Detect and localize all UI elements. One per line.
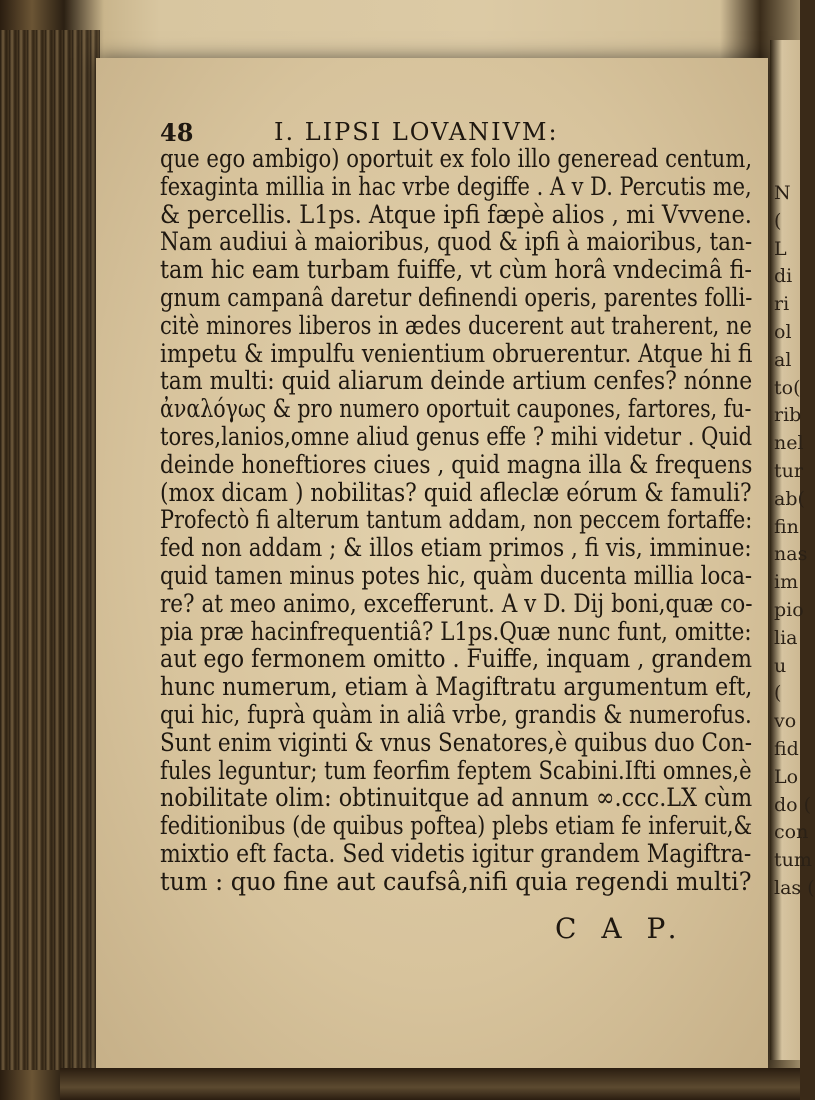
facing-page-fragment: to(: [774, 376, 801, 399]
text-line: (mox dicam ) nobilitas? quid afleclæ eórum & famuli?: [160, 477, 752, 508]
text-line: qui hic, fuprà quàm in aliâ vrbe, grandis & numerofus.: [160, 699, 752, 730]
facing-page-fragment: nas: [774, 543, 808, 566]
facing-page-fragment: L: [774, 237, 787, 260]
facing-page-fragment: ab(: [774, 487, 805, 510]
facing-page-fragment: N: [774, 182, 791, 204]
facing-page-fragment: u: [774, 654, 787, 677]
text-line: pia præ hacinfrequentiâ? L1ps.Quæ nunc funt, omitte:: [160, 616, 752, 647]
facing-page-fragment: ri: [774, 293, 790, 316]
facing-page-fragment: rib: [774, 404, 802, 427]
facing-page-fragment: tur: [774, 459, 803, 482]
facing-page-fragment: nel: [774, 432, 804, 455]
facing-page-fragment: di: [774, 265, 793, 288]
facing-page-fragments: [770, 180, 815, 903]
facing-page-fragment: pio: [774, 598, 804, 621]
text-line: fules leguntur; tum feorfim feptem Scabini.Ifti omnes,è: [160, 755, 752, 786]
body-text: [160, 146, 760, 897]
text-line: fed non addam ; & illos etiam primos , fi vis, imminue:: [160, 533, 752, 564]
book-gutter-left: [0, 30, 100, 1070]
facing-page-fragment: las (: [774, 876, 815, 899]
facing-page-fragment: (: [774, 682, 782, 705]
text-line: re? at meo animo, excefferunt. A v D. Dij boni,quæ co-: [160, 588, 753, 619]
text-line: deinde honeftiores ciues , quid magna illa & frequens: [160, 449, 753, 480]
facing-page-fragment: vo: [774, 710, 797, 733]
facing-page-fragment: (: [774, 209, 782, 232]
text-line: aut ego fermonem omitto . Fuiffe, inquam , grandem: [160, 644, 752, 675]
text-line: tores,lanios,omne aliud genus effe ? mihi videtur . Quid: [160, 421, 753, 452]
text-line: gnum campanâ daretur definendi operis, parentes folli-: [160, 282, 753, 313]
facing-page-fragment: do (: [774, 793, 812, 816]
catchword: C A P.: [555, 912, 685, 945]
text-line: tum : quo fine aut caufsâ,nifi quia regendi multi?: [160, 866, 752, 897]
text-line: hunc numerum, etiam à Magiftratu argumentum eft,: [160, 672, 753, 703]
text-line: feditionibus (de quibus poftea) plebs etiam fe inferuit,&: [160, 811, 753, 842]
text-line: tam hic eam turbam fuiffe, vt cùm horâ vndecimâ fi-: [160, 255, 752, 286]
facing-page-fragment: al: [774, 348, 792, 371]
facing-page-fragment: im: [774, 571, 799, 594]
running-head: I. LIPSI LOVANIVM:: [274, 118, 559, 146]
text-line: Nam audiui à maioribus, quod & ipfi à maioribus, tan-: [160, 227, 753, 258]
text-line: & percellis. L1ps. Atque ipfi fæpè alios , mi Vvvene.: [160, 199, 752, 230]
text-line: quid tamen minus potes hic, quàm ducenta millia loca-: [160, 560, 753, 591]
facing-page-fragment: con: [774, 821, 809, 844]
book-edge-bottom: [60, 1068, 800, 1100]
facing-page-fragment: ol: [774, 320, 792, 343]
text-line: Sunt enim viginti & vnus Senatores,è quibus duo Con-: [160, 727, 752, 758]
text-line: tam multi: quid aliarum deinde artium cenfes? nónne: [160, 366, 753, 397]
text-line: nobilitate olim: obtinuitque ad annum ∞.ccc.LX cùm: [160, 783, 753, 814]
text-line: ἀναλόγως & pro numero oportuit caupones, fartores, fu-: [160, 394, 752, 425]
facing-page-fragment: Lo: [774, 765, 799, 788]
text-line: que ego ambigo) oportuit ex folo illo generead centum,: [160, 144, 753, 174]
facing-page-fragment: lia: [774, 626, 798, 649]
text-line: fexaginta millia in hac vrbe degiffe . A v D. Percutis me,: [160, 171, 752, 202]
facing-page-fragment: fid: [774, 737, 799, 760]
facing-page-edge: [770, 40, 815, 1060]
facing-page-fragment: fin: [774, 515, 799, 538]
text-line: impetu & impulfu venientium obruerentur. Atque hi fi: [160, 338, 753, 369]
text-line: Profectò fi alterum tantum addam, non peccem fortaffe:: [160, 505, 753, 536]
facing-page-fragment: tum: [774, 849, 812, 872]
page-number: 48: [160, 118, 194, 147]
text-line: citè minores liberos in ædes ducerent aut traherent, ne: [160, 310, 752, 341]
text-line: mixtio eft facta. Sed videtis igitur grandem Magiftra-: [160, 838, 752, 869]
